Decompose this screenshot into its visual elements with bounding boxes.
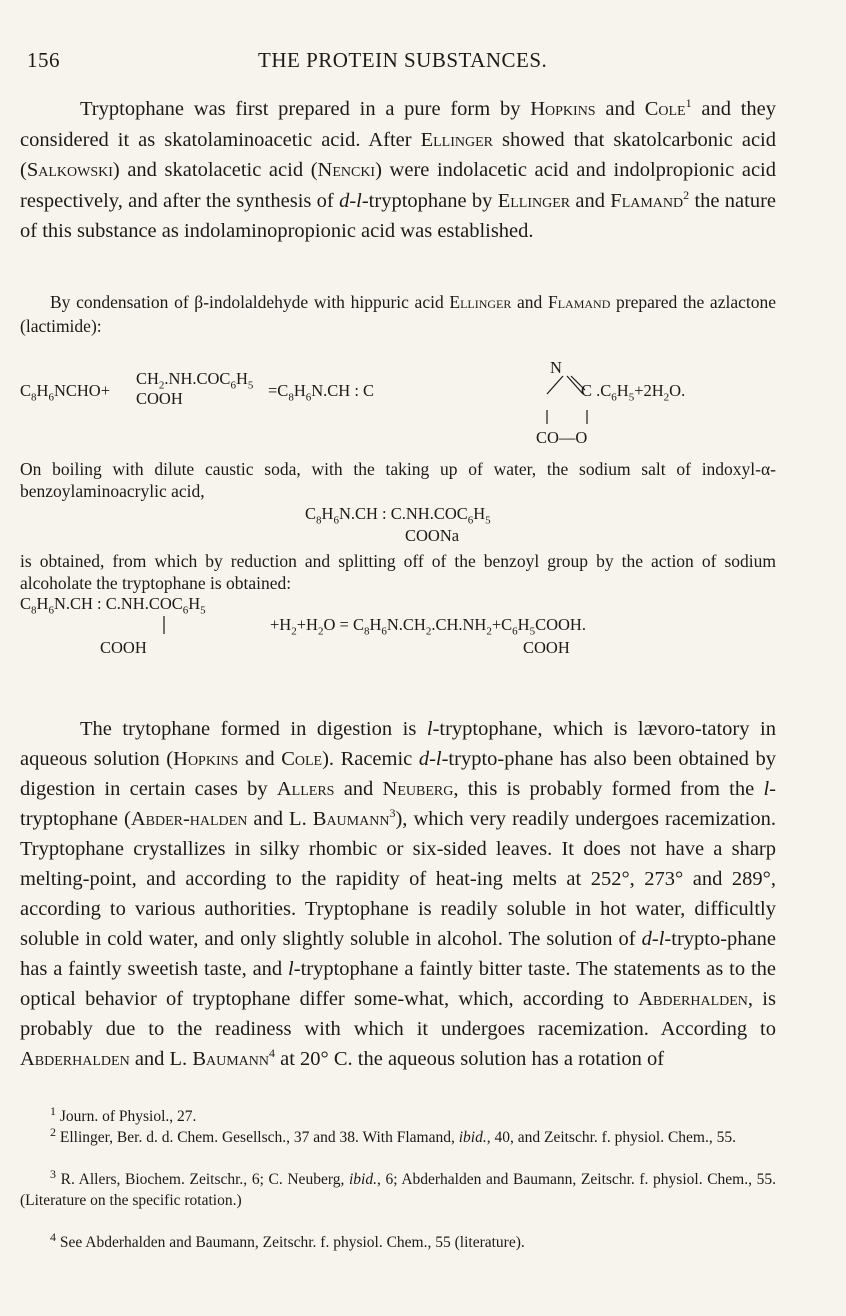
paragraph-sodium-salt: On boiling with dilute caustic soda, with the taking up of water, the sodium salt of indoxyl-α-benzoylaminoacrylic acid,	[20, 459, 776, 501]
paragraph-properties: The trytophane formed in digestion is l-tryptophane, which is lævoro-tatory in aqueous solution (Hopkins and Cole). Racemic d-l-trypto-phane has also been obtained by digestion in certain cases by Allers and Neuberg, this is probably formed from the l-tryptophane (Abder-halden and L. Baumann$^3$), which very readily undergoes racemization. Tryptophane crystallizes in silky rhombic or six-sided leaves. It does not have a sharp melting-point, and according to the rapidity of heat-ing melts at 252°, 273° and 289°, according to various authorities. Tryptophane is readily soluble in hot water, difficultly soluble in cold water, and only slightly soluble in alcohol. The solution of d-l-trypto-phane has a faintly sweetish taste, and l-tryptophane a faintly bitter taste. The statements as to the optical behavior of tryptophane differ some-what, which, according to Abderhalden, is probably due to the readiness with which it undergoes racemization. According to Abderhalden and L. Baumann$^4$ at 20° C. the aqueous solution has a rotation of	[20, 718, 776, 1070]
page-number: 156	[27, 48, 60, 72]
paragraph-reduction: is obtained, from which by reduction and splitting off of the benzoyl group by the action of sodium alcoholate the tryptophane is obtained:	[20, 551, 776, 593]
footnote-ref-2: 2	[683, 187, 690, 202]
author-cole: Cole	[644, 98, 686, 120]
footnote-ref-4: 4	[269, 1046, 275, 1061]
author-nencki: Nencki	[317, 159, 376, 181]
paragraph-history: Tryptophane was first prepared in a pure form by Hopkins and Cole$^1$ and they considered it as skatolaminoacetic acid. After Ellinger showed that skatolcarbonic acid (Salkowski) and skatolacetic acid (Nencki) were indolacetic acid and indolpropionic acid respectively, and after the synthesis of d-l-tryptophane by Ellinger and Flamand$^2$ the nature of this substance as indolaminopropionic acid was established.	[20, 96, 776, 242]
author-ellinger-2: Ellinger	[497, 189, 571, 212]
author-hopkins: Hopkins	[530, 98, 596, 120]
footnote-4: $^4$ See Abderhalden and Baumann, Zeitschr. f. physiol. Chem., 55 (literature).	[50, 1229, 525, 1251]
footnote-ref-3: 3	[389, 806, 396, 821]
paragraph-condensation: By condensation of β-indolaldehyde with hippuric acid Ellinger and Flamand prepared the azlactone (lactimide):	[20, 292, 776, 336]
author-salkowski: Salkowski	[26, 159, 113, 181]
author-flamand: Flamand	[610, 189, 684, 212]
footnote-ref-1: 1	[685, 96, 692, 111]
running-header	[20, 38, 776, 72]
footnote-1: $^1$ Journ. of Physiol., 27.	[50, 1103, 197, 1125]
footnote-2: $^2$ Ellinger, Ber. d. d. Chem. Gesellsch., 37 and 38. With Flamand, ibid., 40, and Zeitschr. f. physiol. Chem., 55.	[50, 1124, 736, 1146]
author-ellinger: Ellinger	[420, 128, 493, 151]
book-page: 156 THE PROTEIN SUBSTANCES. Tryptophane was first prepared in a pure form by Hopkins and Cole$^1$ and they considered it as skatolaminoacetic acid. After Ellinger showed that skatolcarbonic acid (Salkowski) and skatolacetic acid (Nencki) were indolacetic acid and indolpropionic acid respectively, and after the synthesis of d-l-tryptophane by Ellinger and Flamand$^2$ the nature of this substance as indolaminopropionic acid was established. By condensation of β-indolaldehyde with hippuric acid Ellinger and Flamand prepared the azlactone (lactimide): $C_8H_6NCHO+$ $CH_2.NH.COC_6H_5$ COOH $=C_8H_6N.CH$ : C N C $.C_6H_5+2H_2O$. CO—O On boiling with dilute caustic soda, with the taking up of water, the sodium salt of indoxyl-α-benzoylaminoacrylic acid, $C_8H_6N.CH$ : $C.NH.COC_6H_5$ COONa is obtained, from which by reduction and splitting off of the benzoyl group by the action of sodium alcoholate the tryptophane is obtained: $C_8H_6N.CH$ : $C.NH.COC_6H_5$ $+H_2+H_2O$ = $C_8H_6N.CH_2.CH.NH_2+C_6H_5COOH$. COOH COOH The trytophane formed in digestion is l-tryptophane, which is lævoro-tatory in aqueous solution (Hopkins and Cole). Racemic d-l-trypto-phane has also been obtained by digestion in certain cases by Allers and Neuberg, this is probably formed from the l-tryptophane (Abder-halden and L. Baumann$^3$), which very readily undergoes racemization. Tryptophane crystallizes in silky rhombic or six-sided leaves. It does not have a sharp melting-point, and according to the rapidity of heat-ing melts at 252°, 273° and 289°, according to various authorities. Tryptophane is readily soluble in hot water, difficultly soluble in cold water, and only slightly soluble in alcohol. The solution of d-l-trypto-phane has a faintly sweetish taste, and l-tryptophane a faintly bitter taste. The statements as to the optical behavior of tryptophane differ some-what, which, according to Abderhalden, is probably due to the readiness with which it undergoes racemization. According to Abderhalden and L. Baumann$^4$ at 20° C. the aqueous solution has a rotation of $^1$ Journ. of Physiol., 27. $^2$ Ellinger, Ber. d. d. Chem. Gesellsch., 37 and 38. With Flamand, ibid., 40, and Zeitschr. f. physiol. Chem., 55. $^3$ R. Allers, Biochem. Zeitschr., 6; C. Neuberg, ibid., 6; Abderhalden and Baumann, Zeitschr. f. physiol. Chem., 55. (Literature on the specific rotation.) $^4$ See Abderhalden and Baumann, Zeitschr. f. physiol. Chem., 55 (literature).	[20, 38, 776, 72]
running-title: THE PROTEIN SUBSTANCES.	[258, 48, 548, 72]
footnote-3: $^3$ R. Allers, Biochem. Zeitschr., 6; C. Neuberg, ibid., 6; Abderhalden and Baumann, Zeitschr. f. physiol. Chem., 55. (Literature on the specific rotation.)	[20, 1166, 777, 1209]
